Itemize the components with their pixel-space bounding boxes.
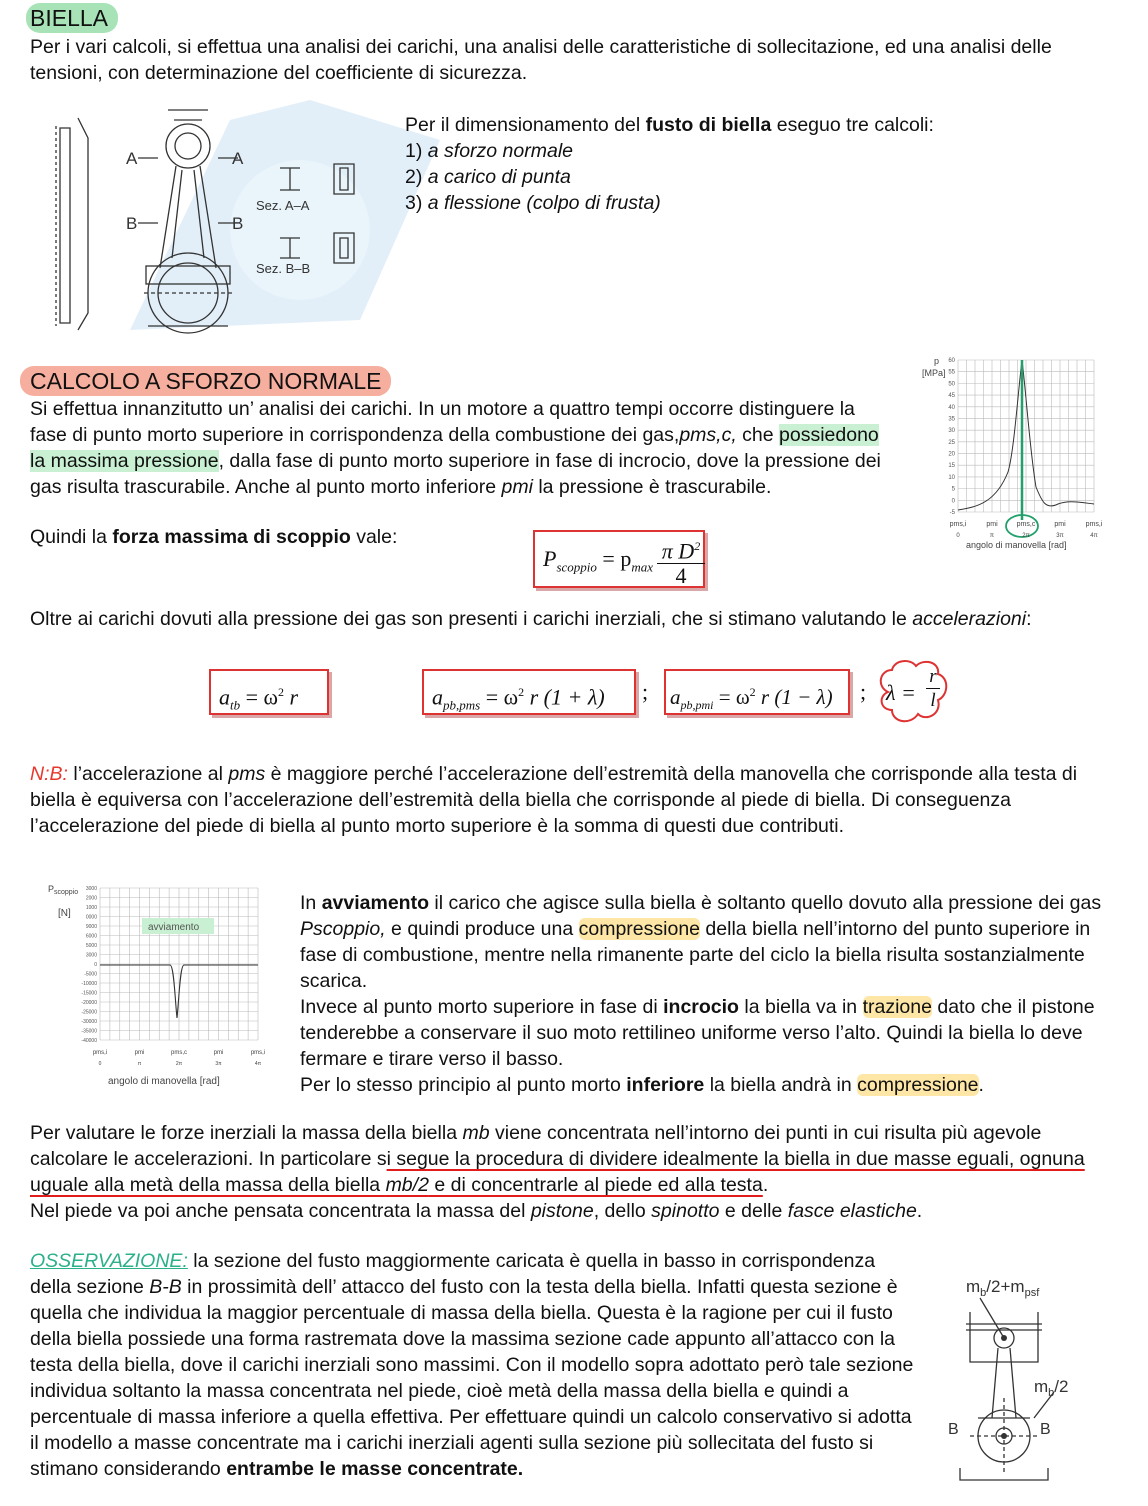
chart2-ytick: -40000	[81, 1038, 97, 1044]
formula-apmi: $a_{pb,pmi} = \omega^2$ r (1 − λ)	[664, 669, 850, 715]
fusto-lead: Per il dimensionamento del fusto di biella eseguo tre calcoli:	[405, 114, 934, 136]
chart1-ytick: 35	[948, 416, 955, 423]
chart1-ylabel: p	[934, 356, 940, 366]
chart2-xtick: pmi	[213, 1050, 224, 1056]
chart1-xlabel: angolo di manovella [rad]	[966, 540, 1067, 550]
chart2-yunit: [N]	[58, 908, 71, 919]
masse-paragraph: Per valutare le forze inerziali la massa della biella mb viene concentrata nell’intorno dei punti in cui risulta più agevole calcolare le accelerazioni. In particolare si segue la procedura di dividere idealmente la biella in due masse eguali, ognuna uguale alla metà della massa della biella mb/2 e di concentrarle al piede ed alla testa. Nel piede va poi anche pensata concentrata la massa del pistone, dello spinotto e delle fasce elastiche.	[30, 1122, 1085, 1222]
chart2-xtick-rad: π	[137, 1061, 142, 1067]
chart2-ytick: 3000	[85, 886, 97, 892]
lumped-mass-model-drawing	[930, 1268, 1105, 1498]
label-a-right: A	[232, 149, 244, 168]
chart1-xtick: pms,i	[1085, 521, 1103, 528]
formula-atb: $a_{tb} = \omega^2$ r	[209, 669, 329, 715]
chart1-xtick-rad: 4π	[1090, 533, 1098, 539]
forza-line: Quindi la forza massima di scoppio vale:	[30, 526, 398, 548]
chart2-ytick: 0	[94, 962, 97, 968]
chart2-legend: avviamento	[148, 922, 200, 933]
chart2-ytick: 2000	[85, 895, 97, 902]
section-title-biella: BIELLA	[26, 3, 118, 33]
fig3-top-label: $m_b/2+m_{psf}$	[966, 1277, 1040, 1299]
chart1-xtick: pmi	[1054, 521, 1066, 528]
chart2-xlabel: angolo di manovella [rad]	[108, 1076, 220, 1087]
chart2-ytick: -5000	[84, 971, 97, 978]
formula-pscoppio: $P_{scoppio} = p_{max}$ π $D^2$ 4	[533, 530, 705, 588]
chart2-ylabel: $P_{scoppio}$	[48, 884, 79, 896]
label-sez-aa: Sez. A–A	[256, 198, 310, 213]
chart1-ytick: 40	[948, 404, 955, 411]
calc-paragraph: Si effettua innanzitutto un’ analisi dei carichi. In un motore a quattro tempi occorre distinguere la fase di punto morto superiore in corrispondenza della combustione dei gas,pms,c, che possiedono la massima pressione, dalla fase di punto morto superiore in fase di incrocio, dove la pressione dei gas risulta trascurabile. Anche al punto morto inferiore pmi la pressione è trascurabile.	[30, 398, 881, 498]
chart2-ytick: 5000	[85, 943, 97, 949]
chart1-ytick: 60	[948, 358, 955, 364]
chart1-ytick: 30	[948, 428, 955, 435]
chart1-ytick: 15	[948, 463, 955, 470]
formula-apms: $a_{pb,pms} = \omega^2$ r (1 + λ)	[422, 669, 636, 715]
chart2-ytick: 9000	[85, 924, 97, 930]
fig3-b-right: B	[1040, 1421, 1051, 1438]
chart2-ytick: -10000	[81, 981, 97, 987]
connecting-rod-drawing	[48, 98, 388, 338]
formula-separator-2: ;	[860, 679, 867, 704]
fusto-item-1: 1) a sforzo normale	[405, 140, 573, 162]
chart1-ytick: 20	[948, 451, 955, 458]
chart1-ytick: 5	[951, 486, 955, 493]
chart2-ytick: -15000	[81, 990, 97, 997]
fig3-b-left: B	[948, 1421, 959, 1438]
chart1-xtick: pmi	[986, 521, 998, 528]
chart1-ytick: -5	[949, 510, 955, 516]
label-b-right: B	[232, 214, 244, 233]
chart1-yunit: [MPa]	[922, 368, 946, 378]
chart1-xtick-rad: 2π	[1022, 533, 1030, 539]
chart1-ytick: 25	[948, 439, 955, 446]
avviamento-paragraph: In avviamento il carico che agisce sulla biella è soltanto quello dovuto alla pressione dei gas Pscoppio, e quindi produce una compressione della biella nell’intorno del punto superiore in fase di combustione, mentre nella rimanente parte del ciclo la biella risulta sostanzialmente scarica. Invece al punto morto superiore in fase di incrocio la biella va in trazione dato che il pistone tenderebbe a conservare il suo moto rettilineo uniforme verso l’alto. Quindi la biella lo deve fermare e tirare verso il basso. Per lo stesso principio al punto morto inferiore la biella andrà in compressione.	[300, 892, 1102, 1096]
pressure-chart	[918, 352, 1108, 552]
label-a-left: A	[126, 149, 138, 168]
osservazione-paragraph: OSSERVAZIONE: la sezione del fusto maggiormente caricata è quella in basso in corrispondenza della sezione B-B in prossimità dell’ attacco del fusto con la testa della biella. Infatti questa sezione è quella che individua la maggior percentuale di massa della biella. Questa è la ragione per cui il fusto della biella possiede una forma rastremata dove la massima sezione cade appunto all’attacco con la testa della biella, dove il carichi inerziali sono massimi. Con il modello sopra adottato però tale sezione individua soltanto la massa concentrata nel piede, cioè metà della massa della biella e quindi a percentuale di massa inferiore a quella effettiva. Per effettuare quindi un calcolo conservativo si adotta il modello a masse concentrate ma i carichi inerziali agenti sulla sezione più sollecitata del fusto si stimano considerando entrambe le masse concentrate.	[30, 1250, 914, 1480]
chart1-ytick: 45	[948, 393, 955, 400]
chart2-xtick-rad: 2π	[175, 1061, 183, 1067]
chart2-ytick: -20000	[81, 1000, 97, 1006]
fusto-block	[405, 112, 1045, 216]
section-title-calcolo: CALCOLO A SFORZO NORMALE	[20, 366, 391, 396]
label-b-left: B	[126, 214, 138, 233]
fusto-item-2: 2) a carico di punta	[405, 166, 571, 188]
chart2-xtick: pmi	[134, 1050, 145, 1056]
intro-paragraph: Per i vari calcoli, si effettua una analisi dei carichi, una analisi delle caratteristiche di sollecitazione, ed una analisi delle tensioni, con determinazione del coefficiente di sicurezza.	[30, 36, 1052, 84]
chart1-ytick: 0	[951, 498, 955, 505]
chart2-ytick: -35000	[81, 1028, 97, 1035]
chart2-ytick: 1000	[85, 905, 97, 911]
chart2-ytick: 0000	[85, 914, 97, 921]
inertia-paragraph: Oltre ai carichi dovuti alla pressione dei gas son presenti i carichi inerziali, che si stimano valutando le accelerazioni:	[30, 608, 1032, 630]
chart1-xtick-rad: 3π	[1056, 533, 1064, 539]
chart2-xtick: pms,i	[92, 1050, 108, 1056]
chart2-ytick: -25000	[81, 1009, 97, 1016]
chart2-xtick: pms,c	[170, 1050, 188, 1056]
chart2-xtick-rad: 4π	[254, 1061, 262, 1067]
chart2-ytick: 3000	[85, 952, 97, 959]
chart1-xtick: pms,c	[1016, 521, 1036, 528]
chart1-ytick: 50	[948, 381, 955, 388]
chart1-xtick: pms,i	[949, 521, 967, 528]
formula-separator-1: ;	[642, 679, 649, 704]
fig3-mid-label: $m_b/2$	[1034, 1377, 1069, 1399]
scoppio-force-chart	[44, 880, 276, 1090]
chart1-xtick-rad: 0	[956, 533, 960, 539]
chart2-xtick: pms,i	[250, 1050, 266, 1056]
chart2-ytick: 6000	[85, 933, 97, 940]
chart1-ytick: 55	[948, 369, 955, 376]
fusto-item-3: 3) a flessione (colpo di frusta)	[405, 192, 661, 214]
chart2-ytick: -30000	[81, 1019, 97, 1025]
chart2-xtick-rad: 0	[98, 1061, 102, 1067]
chart1-xtick-rad: π	[989, 533, 995, 539]
chart2-xtick-rad: 3π	[215, 1061, 222, 1067]
chart1-ytick: 10	[948, 474, 955, 481]
nb-paragraph: N:B: l’accelerazione al pms è maggiore perché l’accelerazione dell’estremità della manovella che corrisponde alla testa di biella è equiversa con l’accelerazione dell’estremità della biella che corrisponde al piede di biella. Di conseguenza l’accelerazione del piede di biella al punto morto superiore è la somma di questi due contributi.	[30, 763, 1078, 837]
label-sez-bb: Sez. B–B	[256, 261, 311, 276]
